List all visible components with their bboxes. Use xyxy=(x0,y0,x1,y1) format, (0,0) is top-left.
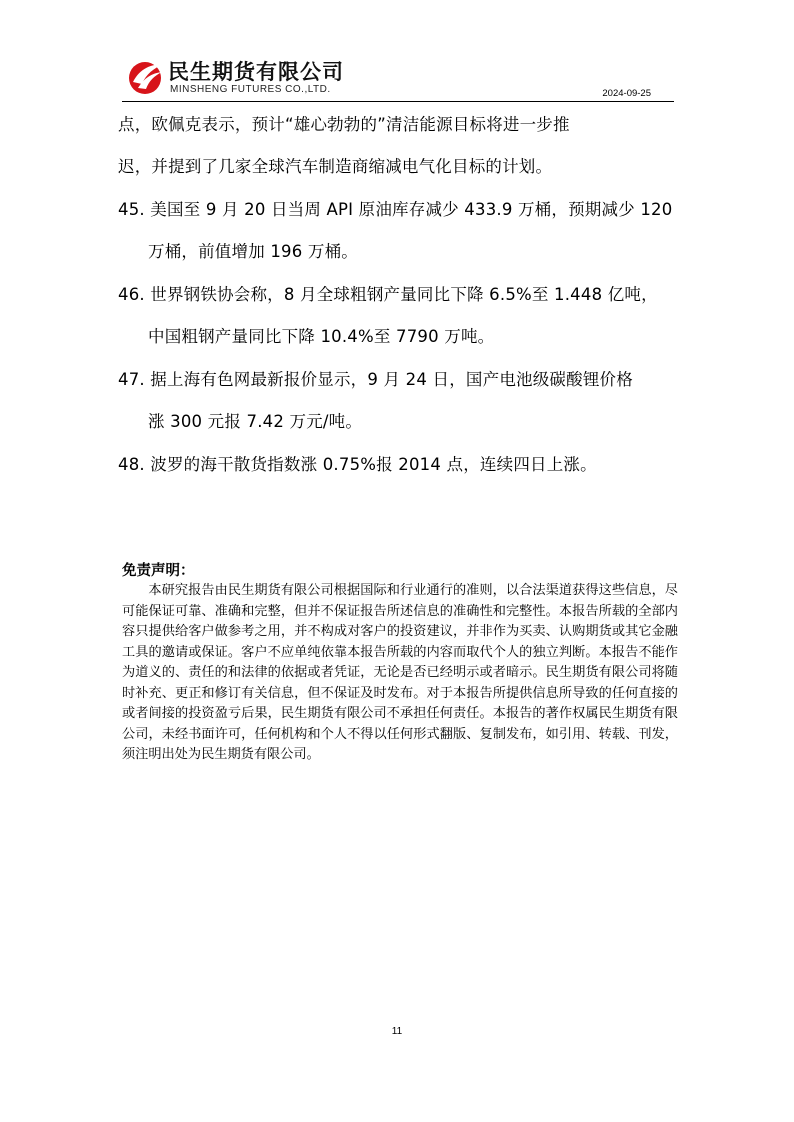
logo-chinese-name: 民生期货有限公司 xyxy=(168,60,344,84)
minsheng-logo-icon xyxy=(126,58,166,96)
news-item-48: 48. 波罗的海干散货指数涨 0.75%报 2014 点，连续四日上涨。 xyxy=(118,455,597,474)
disclaimer-title: 免责声明： xyxy=(122,563,195,579)
report-date: 2024-09-25 xyxy=(602,88,651,99)
news-line: 涨 300 元报 7.42 万元/吨。 xyxy=(148,412,363,431)
news-item-46: 46. 世界钢铁协会称，8 月全球粗钢产量同比下降 6.5%至 1.448 亿吨， xyxy=(118,285,658,304)
news-line: 点，欧佩克表示，预计“雄心勃勃的”清洁能源目标将进一步推 xyxy=(118,115,570,134)
logo-english-name: MINSHENG FUTURES CO.,LTD. xyxy=(170,84,331,95)
news-line: 迟，并提到了几家全球汽车制造商缩减电气化目标的计划。 xyxy=(118,157,553,176)
disclaimer-section xyxy=(122,561,678,766)
page-number: 11 xyxy=(391,1026,403,1037)
news-item-45: 45. 美国至 9 月 20 日当周 API 原油库存减少 433.9 万桶，预期减少 120 xyxy=(118,200,673,219)
header-divider xyxy=(122,101,674,102)
news-line: 中国粗钢产量同比下降 10.4%至 7790 万吨。 xyxy=(148,327,495,346)
company-logo xyxy=(126,56,386,100)
news-line: 万桶，前值增加 196 万桶。 xyxy=(148,242,358,261)
news-item-47: 47. 据上海有色网最新报价显示，9 月 24 日，国产电池级碳酸锂价格 xyxy=(118,370,633,389)
disclaimer-body: 本研究报告由民生期货有限公司根据国际和行业通行的准则，以合法渠道获得这些信息，尽可能保证可靠、准确和完整，但并不保证报告所述信息的准确性和完整性。本报告所载的全部内容只提供给客户做参考之用，并不构成对客户的投资建议，并非作为买卖、认购期货或其它金融工具的邀请或保证。客户不应单纯依靠本报告所载的内容而取代个人的独立判断。本报告不能作为道义的、责任的和法律的依据或者凭证，无论是否已经明示或者暗示。民生期货有限公司将随时补充、更正和修订有关信息，但不保证及时发布。对于本报告所提供信息所导致的任何直接的或者间接的投资盈亏后果，民生期货有限公司不承担任何责任。本报告的著作权属民生期货有限公司，未经书面许可，任何机构和个人不得以任何形式翻版、复制发布，如引用、转载、刊发，须注明出处为民生期货有限公司。 xyxy=(122,583,678,762)
